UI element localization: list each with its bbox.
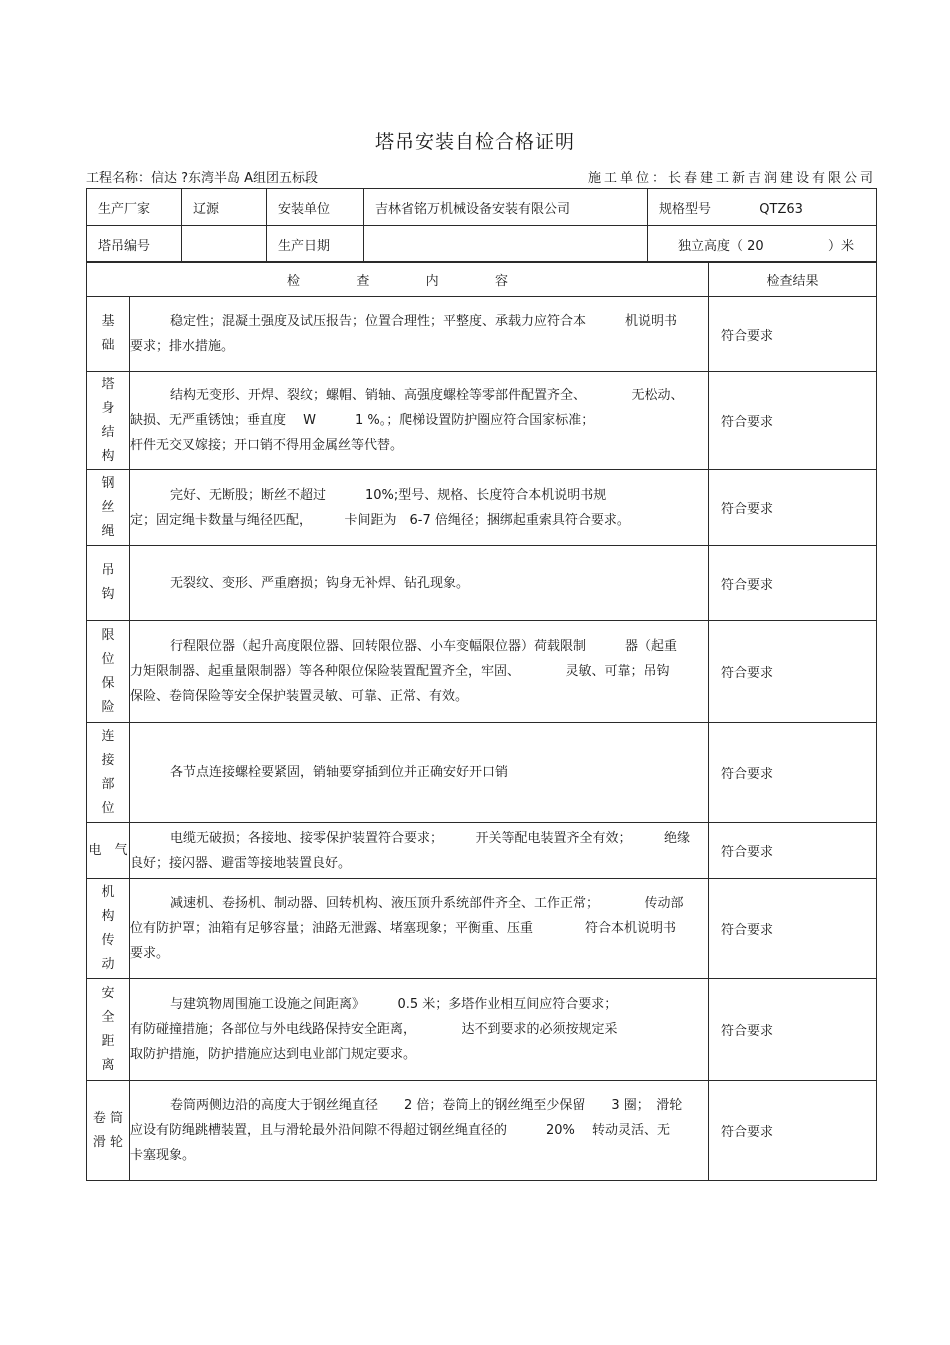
category-char: 绳 — [101, 523, 115, 539]
category-char: 丝 — [101, 499, 115, 515]
header-char: 检 — [287, 273, 301, 289]
page-title: 塔吊安装自检合格证明 — [374, 131, 575, 153]
category-char: 位 — [101, 800, 115, 816]
header-char: 内 — [425, 273, 439, 289]
content-cell — [130, 546, 709, 621]
content-line: 卡塞现象。 — [130, 1148, 196, 1163]
content-line: 结构无变形、开焊、裂纹；螺帽、销轴、高强度螺栓等零部件配置齐全、 无松动、 — [170, 388, 684, 403]
content-cell — [130, 297, 709, 372]
result-cell: 符合要求 — [709, 372, 877, 470]
construction-unit: 施工单位：长春建工新吉润建设有限公司 — [587, 171, 876, 186]
category-cell — [87, 879, 130, 979]
manufacturer-label: 生产厂家 — [87, 189, 182, 226]
content-line: 应设有防绳跳槽装置，且与滑轮最外沿间隙不得超过钢丝绳直径的 20% 转动灵活、无 — [130, 1123, 671, 1138]
inspection-table — [86, 261, 877, 1181]
category-cell — [87, 297, 130, 372]
result-cell: 符合要求 — [709, 297, 877, 372]
inspection-row-hook — [87, 546, 877, 621]
category-cell — [87, 723, 130, 823]
header-char: 容 — [494, 273, 508, 289]
model-value: QTZ63 — [759, 201, 803, 217]
content-line: 完好、无断股；断丝不超过 10%;型号、规格、长度符合本机说明书规 — [170, 487, 607, 503]
inspection-row-wire-rope — [87, 470, 877, 546]
content-line: 无裂纹、变形、严重磨损；钩身无补焊、钻孔现象。 — [170, 575, 470, 591]
category-char: 动 — [101, 956, 115, 972]
result-cell: 符合要求 — [709, 1081, 877, 1181]
content-line: 有防碰撞措施；各部位与外电线路保持安全距离， 达不到要求的必须按规定采 — [130, 1022, 618, 1037]
content-line: 各节点连接螺栓要紧固，销轴要穿插到位并正确安好开口销 — [170, 765, 509, 780]
inspection-row-tower-body — [87, 372, 877, 470]
category-char: 础 — [101, 338, 115, 353]
content-line: 稳定性；混凝土强度及试压报告；位置合理性；平整度、承载力应符合本 机说明书 — [170, 314, 678, 329]
category-char: 构 — [101, 448, 115, 464]
project-name: 工程名称：信达 ?东湾半岛 A组团五标段 — [86, 171, 319, 186]
model-cell — [648, 189, 877, 226]
installer-value: 吉林省铭万机械设备安装有限公司 — [364, 189, 648, 226]
category-char: 基 — [101, 314, 115, 329]
result-header: 检查结果 — [709, 262, 877, 297]
manufacturer-value: 辽源 — [182, 189, 267, 226]
category-cell — [87, 823, 130, 879]
tower-no-label: 塔吊编号 — [87, 226, 182, 263]
category-char: 全 — [101, 1009, 115, 1025]
content-cell — [130, 723, 709, 823]
category-char: 传 — [101, 932, 115, 948]
category-char: 距 — [101, 1033, 115, 1049]
content-cell — [130, 979, 709, 1081]
category-char: 钢 — [101, 475, 115, 491]
result-cell: 符合要求 — [709, 823, 877, 879]
category-char: 位 — [101, 651, 115, 667]
content-cell — [130, 372, 709, 470]
result-cell: 符合要求 — [709, 470, 877, 546]
content-line: 取防护措施，防护措施应达到电业部门规定要求。 — [130, 1047, 417, 1062]
prod-date-label: 生产日期 — [267, 226, 364, 263]
content-header — [87, 262, 709, 297]
height-cell — [648, 226, 877, 263]
category-char: 离 — [101, 1057, 115, 1073]
inspection-row-foundation — [87, 297, 877, 372]
result-cell: 符合要求 — [709, 621, 877, 723]
category-cell — [87, 546, 130, 621]
category-char: 身 — [101, 400, 115, 416]
category-cell — [87, 621, 130, 723]
inspection-row-safety-distance — [87, 979, 877, 1081]
category-char: 机 — [101, 884, 115, 900]
content-line: 位有防护罩；油箱有足够容量；油路无泄露、堵塞现象；平衡重、压重 符合本机说明书 — [130, 921, 677, 936]
model-label: 规格型号 — [659, 201, 712, 217]
category-char: 部 — [101, 776, 115, 792]
inspection-row-mechanism — [87, 879, 877, 979]
category-char: 保 — [101, 675, 115, 691]
height-value: 20 — [747, 238, 764, 254]
content-line: 定；固定绳卡数量与绳径匹配， 卡间距为 6-7 倍绳径；捆绑起重索具符合要求。 — [130, 512, 630, 528]
content-cell — [130, 470, 709, 546]
prod-date-value — [364, 226, 648, 263]
result-cell: 符合要求 — [709, 979, 877, 1081]
category-char: 构 — [101, 908, 115, 924]
content-line: 保险、卷筒保险等安全保护装置灵敏、可靠、正常、有效。 — [130, 689, 469, 704]
inspection-row-limit-safety — [87, 621, 877, 723]
info-table — [86, 188, 877, 263]
category-char: 钩 — [101, 587, 115, 602]
content-cell — [130, 1081, 709, 1181]
category-char: 接 — [101, 752, 115, 768]
category-char: 险 — [101, 699, 115, 715]
category-cell — [87, 979, 130, 1081]
content-line: 行程限位器（起升高度限位器、回转限位器、小车变幅限位器）荷载限制 器（起重 — [170, 639, 678, 654]
content-line: 要求。 — [130, 946, 170, 961]
tower-no-value — [182, 226, 267, 263]
height-label: 独立高度（ — [678, 238, 744, 254]
inspection-row-connection — [87, 723, 877, 823]
content-line: 力矩限制器、起重量限制器）等各种限位保险装置配置齐全，牢固、 灵敏、可靠；吊钩 — [130, 664, 670, 679]
content-line: 与建筑物周围施工设施之间距离》 0.5 米；多塔作业相互间应符合要求； — [170, 997, 618, 1012]
category-char: 连 — [101, 728, 115, 744]
header-char: 查 — [356, 273, 370, 289]
category-char: 安 — [101, 985, 115, 1001]
content-line: 电缆无破损；各接地、接零保护装置符合要求； 开关等配电装置齐全有效； 绝缘 — [170, 830, 691, 846]
installer-label: 安装单位 — [267, 189, 364, 226]
content-line: 良好；接闪器、避雷等接地装置良好。 — [130, 855, 352, 871]
category-char: 结 — [101, 424, 115, 440]
content-line: 减速机、卷扬机、制动器、回转机构、液压顶升系统部件齐全、工作正常； 传动部 — [170, 896, 684, 911]
category-char: 电 气 — [88, 842, 128, 858]
result-cell: 符合要求 — [709, 546, 877, 621]
content-cell — [130, 879, 709, 979]
category-char: 吊 — [101, 563, 115, 578]
content-cell — [130, 621, 709, 723]
category-cell — [87, 1081, 130, 1181]
inspection-row-electrical — [87, 823, 877, 879]
category-char: 塔 — [101, 376, 115, 392]
category-char: 滑 轮 — [92, 1134, 124, 1150]
category-char: 卷 筒 — [92, 1110, 124, 1126]
height-unit: ）米 — [827, 238, 854, 254]
content-line: 缺损、无严重锈蚀；垂直度 W 1 %。；爬梯设置防护圈应符合国家标准； — [130, 413, 595, 428]
category-cell — [87, 470, 130, 546]
inspection-row-drum-pulley — [87, 1081, 877, 1181]
category-char: 限 — [101, 627, 115, 643]
category-cell — [87, 372, 130, 470]
result-cell: 符合要求 — [709, 879, 877, 979]
content-line: 要求；排水措施。 — [130, 339, 235, 354]
content-line: 卷筒两侧边沿的高度大于钢丝绳直径 2 倍；卷筒上的钢丝绳至少保留 3 圈； 滑轮 — [170, 1098, 683, 1113]
content-cell — [130, 823, 709, 879]
result-cell: 符合要求 — [709, 723, 877, 823]
content-line: 杆件无交叉嫁接；开口销不得用金属丝等代替。 — [130, 438, 404, 453]
